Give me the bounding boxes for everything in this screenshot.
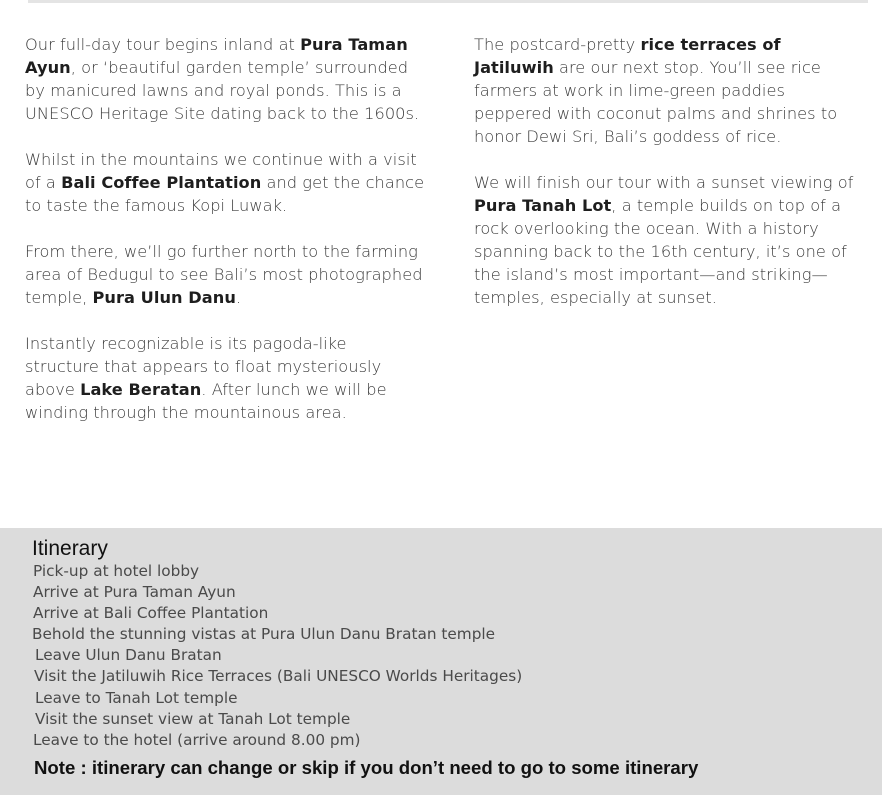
itinerary-list [0, 561, 522, 751]
paragraph-lake-beratan: Instantly recognizable is its pagoda-like structure that appears to float mysteriously above Lake Beratan. After lunch we will be winding through the mountainous area. [25, 334, 387, 422]
itinerary-item: Visit the Jatiluwih Rice Terraces (Bali UNESCO Worlds Heritages) [34, 667, 523, 686]
paragraph-taman-ayun: Our full-day tour begins inland at Pura Taman Ayun, or ‘beautiful garden temple’ surrounded by manicured lawns and royal ponds. This is a UNESCO Heritage Site dating back to the 1600s. [25, 35, 420, 123]
highlight-bali-coffee-plantation: Bali Coffee Plantation [61, 173, 262, 192]
paragraph-tanah-lot: We will finish our tour with a sunset viewing of Pura Tanah Lot, a temple builds on top of a rock overlooking the ocean. With a history spanning back to the 16th century, it’s one of the island’s most important—and striking—temples, especially at sunset. [474, 173, 854, 307]
highlight-rice-terraces-jatiluwih: rice terraces of Jatiluwih [474, 35, 781, 77]
paragraph-coffee-plantation: Whilst in the mountains we continue with a visit of a Bali Coffee Plantation and get the chance to taste the famous Kopi Luwak. [25, 150, 425, 215]
itinerary-item: Leave Ulun Danu Bratan [35, 646, 222, 665]
itinerary-item: Arrive at Pura Taman Ayun [33, 583, 236, 602]
itinerary-item: Behold the stunning vistas at Pura Ulun Danu Bratan temple [32, 625, 496, 644]
itinerary-item: Pick-up at hotel lobby [33, 562, 200, 580]
itinerary-item: Visit the sunset view at Tanah Lot temple [35, 709, 351, 728]
highlight-lake-beratan: Lake Beratan [80, 380, 202, 399]
itinerary-item: Leave to the hotel (arrive around 8.00 pm) [33, 730, 361, 749]
right-column [474, 33, 866, 332]
highlight-pura-tanah-lot: Pura Tanah Lot [474, 196, 612, 215]
left-column [25, 33, 425, 447]
top-divider [28, 0, 868, 3]
itinerary-title: Itinerary [32, 537, 108, 560]
itinerary-note: Note : itinerary can change or skip if you don’t need to go to some itinerary [34, 757, 699, 778]
itinerary-item: Leave to Tanah Lot temple [35, 688, 238, 707]
highlight-pura-taman-ayun: Pura Taman Ayun [25, 35, 408, 77]
itinerary-section [0, 528, 882, 795]
paragraph-bedugul: From there, we’ll go further north to the farming area of Bedugul to see Bali’s most photographed temple, Pura Ulun Danu. [25, 242, 423, 307]
highlight-pura-ulun-danu: Pura Ulun Danu [92, 288, 236, 307]
paragraph-jatiluwih: The postcard-pretty rice terraces of Jatiluwih are our next stop. You’ll see rice farmers at work in lime-green paddies peppered with coconut palms and shrines to honor Dewi Sri, Bali’s goddess of rice. [474, 35, 838, 146]
itinerary-item: Arrive at Bali Coffee Plantation [33, 604, 269, 623]
